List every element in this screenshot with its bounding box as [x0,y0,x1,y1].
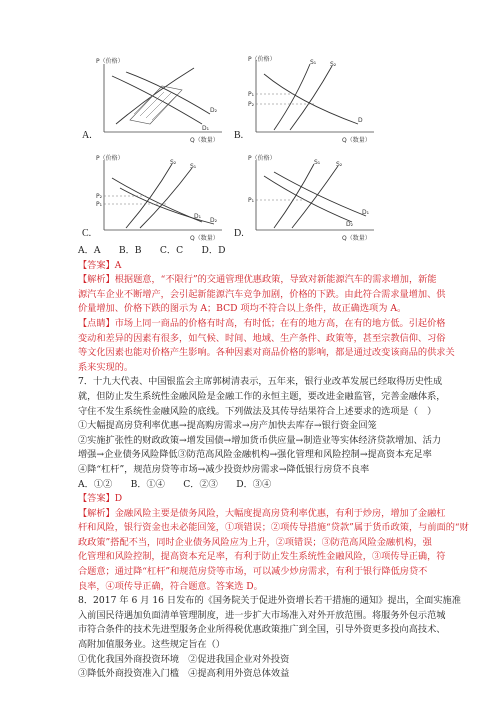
text-line: 【答案】D [78,493,123,505]
graph-b-s1 [274,64,310,130]
graph-b-price-label: P（价格） [248,56,276,63]
graph-c-letter: C. [82,228,92,239]
graph-b-s2 [290,66,332,130]
text-line: ③降低外商投资准入门槛 ④提高利用外资总体效益 [78,668,290,680]
text-line: A．A B．B C．C D．D [78,245,226,256]
text-line: 合题意；通过降“杠杆”和规范房贷等市场，可以减少炒房需求，有利于银行降低房贷不 [78,566,428,578]
graph-c-d1 [112,178,202,222]
text-line: 守住不发生系统性金融风险的底线。下列做法及其传导结果符合上述要求的选项是（ ） [78,405,437,417]
graph-c-svg [82,152,230,242]
graph-c [82,152,230,242]
graph-d-svg [234,152,382,242]
text-line: ①大幅提高房贷利率优惠→提高购房需求→房产加快去库存→银行资金回笼 [78,420,377,432]
graph-d-d2 [264,176,352,222]
text-line: 价量增加、价格下跌的图示为 A；BCD 项均不符合以上条件，故正确选项为 A。 [78,303,407,315]
graph-c-d2-label: D₂ [210,217,218,224]
graph-b-p2-label: P₂ [248,101,255,108]
text-line: ④降“杠杆”，规范房贷等市场→减少投资炒房需求→降低银行房贷不良率 [78,463,370,475]
graph-c-p2-label: P₂ [96,193,103,200]
text-line: 【点睛】市场上同一商品的价格有时高，有时低；在有的地方高，在有的地方低。引起价格 [78,317,446,329]
text-line: 【答案】A [78,259,122,271]
text-line: 系来实现的。 [78,361,134,373]
graph-d-d1-label: D₁ [362,209,370,216]
graph-a [82,54,230,144]
text-line: 【解析】金融风险主要是债务风险，大幅度提高房贷利率优惠，有利于炒房，增加了金融杠 [78,507,446,519]
text-line: 变动和差异的因素有很多，如气候、时间、地域、生产条件、政策等，甚至宗教信仰、习俗 [78,332,446,344]
text-line: ①优化我国外商投资环境 ②促进我国企业对外投资 [78,653,290,665]
graph-b-d [264,74,358,124]
text-line: 增强→企业债务风险降低③防范高风险金融机构→强化管理和风险控制→提高资本充足率 [78,449,432,461]
graph-a-d1: D₁ [202,125,210,132]
graph-d [234,152,382,242]
graph-b-p1-label: P₁ [248,91,255,98]
graph-b-letter: B. [234,130,244,141]
graph-d-d2-label: D₂ [346,221,354,228]
graph-d-p1-label: P₁ [248,197,255,204]
graph-a-price-label: P（价格） [96,58,124,65]
graph-d-d1 [274,172,366,216]
graph-options [82,54,382,244]
graph-a-hatch-box [130,86,182,124]
text-line: 市符合条件的技术先进型服务企业所得税优惠政策推广到全国，引导外资更多投向高技术、 [78,624,446,636]
graph-b [234,54,382,144]
text-line: 等文化因素也能对价格产生影响。各种因素对商品价格的影响，都是通过改变该商品的供求关 [78,347,455,359]
graph-a-svg [82,54,230,144]
graph-c-price-label: P（价格） [96,155,124,162]
graph-a-curve-2 [126,72,210,114]
graph-c-s1-label: S₁ [190,163,197,170]
text-line: 高附加值服务业。这些规定旨在（） [78,639,225,651]
graph-a-curve-3 [116,68,194,124]
text-line: 8．2017 年 6 月 16 日发布的《国务院关于促进外资增长若干措施的通知》提出，全面实施准 [78,595,461,607]
graph-a-qty-label: Q（数量） [190,137,219,144]
graph-d-s1-label: S₁ [314,159,321,166]
graph-b-s1-label: S₁ [310,59,317,66]
graph-d-qty-label: Q（数量） [342,235,371,242]
graph-b-qty-label: Q（数量） [342,137,371,144]
graph-d-s2-label: S₂ [336,161,343,168]
graph-d-s1 [274,164,314,228]
document-text [78,244,469,682]
graph-a-letter: A. [82,130,92,141]
graph-a-d2: D₂ [210,107,218,114]
graph-c-d1-label: D₁ [194,213,202,220]
graph-c-qty-label: Q（数量） [190,235,219,242]
graph-d-letter: D. [234,228,244,239]
text-line: 良率，④项传导正确，符合题意。答案选 D。 [78,580,263,592]
text-line: 杆和风险，银行资金也未必能回笼，①项错误；②项传导措施“贷款”属于货币政策，与前面的“财 [78,522,469,534]
graph-c-s2-label: S₂ [170,159,177,166]
text-line: 源汽车企业不断增产，会引起新能源汽车竞争加剧，价格的下跌。由此符合需求量增加、供 [78,288,446,300]
text-line: 入前国民待遇加负面清单管理制度，进一步扩大市场准入对外开放范围。将服务外包示范城 [78,609,446,621]
text-line: 政政策”搭配不当，同时企业债务风险应为上升，②项错误；③防范高风险金融机构，强 [78,536,432,548]
graph-b-d-label: D [358,117,363,124]
text-line: 就，但防止发生系统性金融风险是金融工作的永恒主题，要改进金融监管，完善金融体系， [78,390,446,402]
text-line: ②实施扩张性的财政政策→增发国债→增加货币供应量→制造业等实体经济贷款增加、活力 [78,434,442,446]
graph-b-s2-label: S₂ [330,61,337,68]
text-line: A．①② B．①④ C．②③ D．③④ [78,478,272,490]
graph-c-p1-label: P₁ [96,201,103,208]
text-line: 化管理和风险控制，提高资本充足率，有利于防止发生系统性金融风险，③项传导正确，符 [78,551,446,563]
text-line: 【解析】根据题意，“不限行”的交通管理优惠政策，导致对新能源汽车的需求增加，新能 [78,274,437,286]
graph-d-price-label: P（价格） [248,155,276,162]
text-line: 7．十九大代表、中国银监会主席郭树清表示，五年来，银行业改革发展已经取得历史性成 [78,376,443,388]
graph-b-svg [234,54,382,144]
